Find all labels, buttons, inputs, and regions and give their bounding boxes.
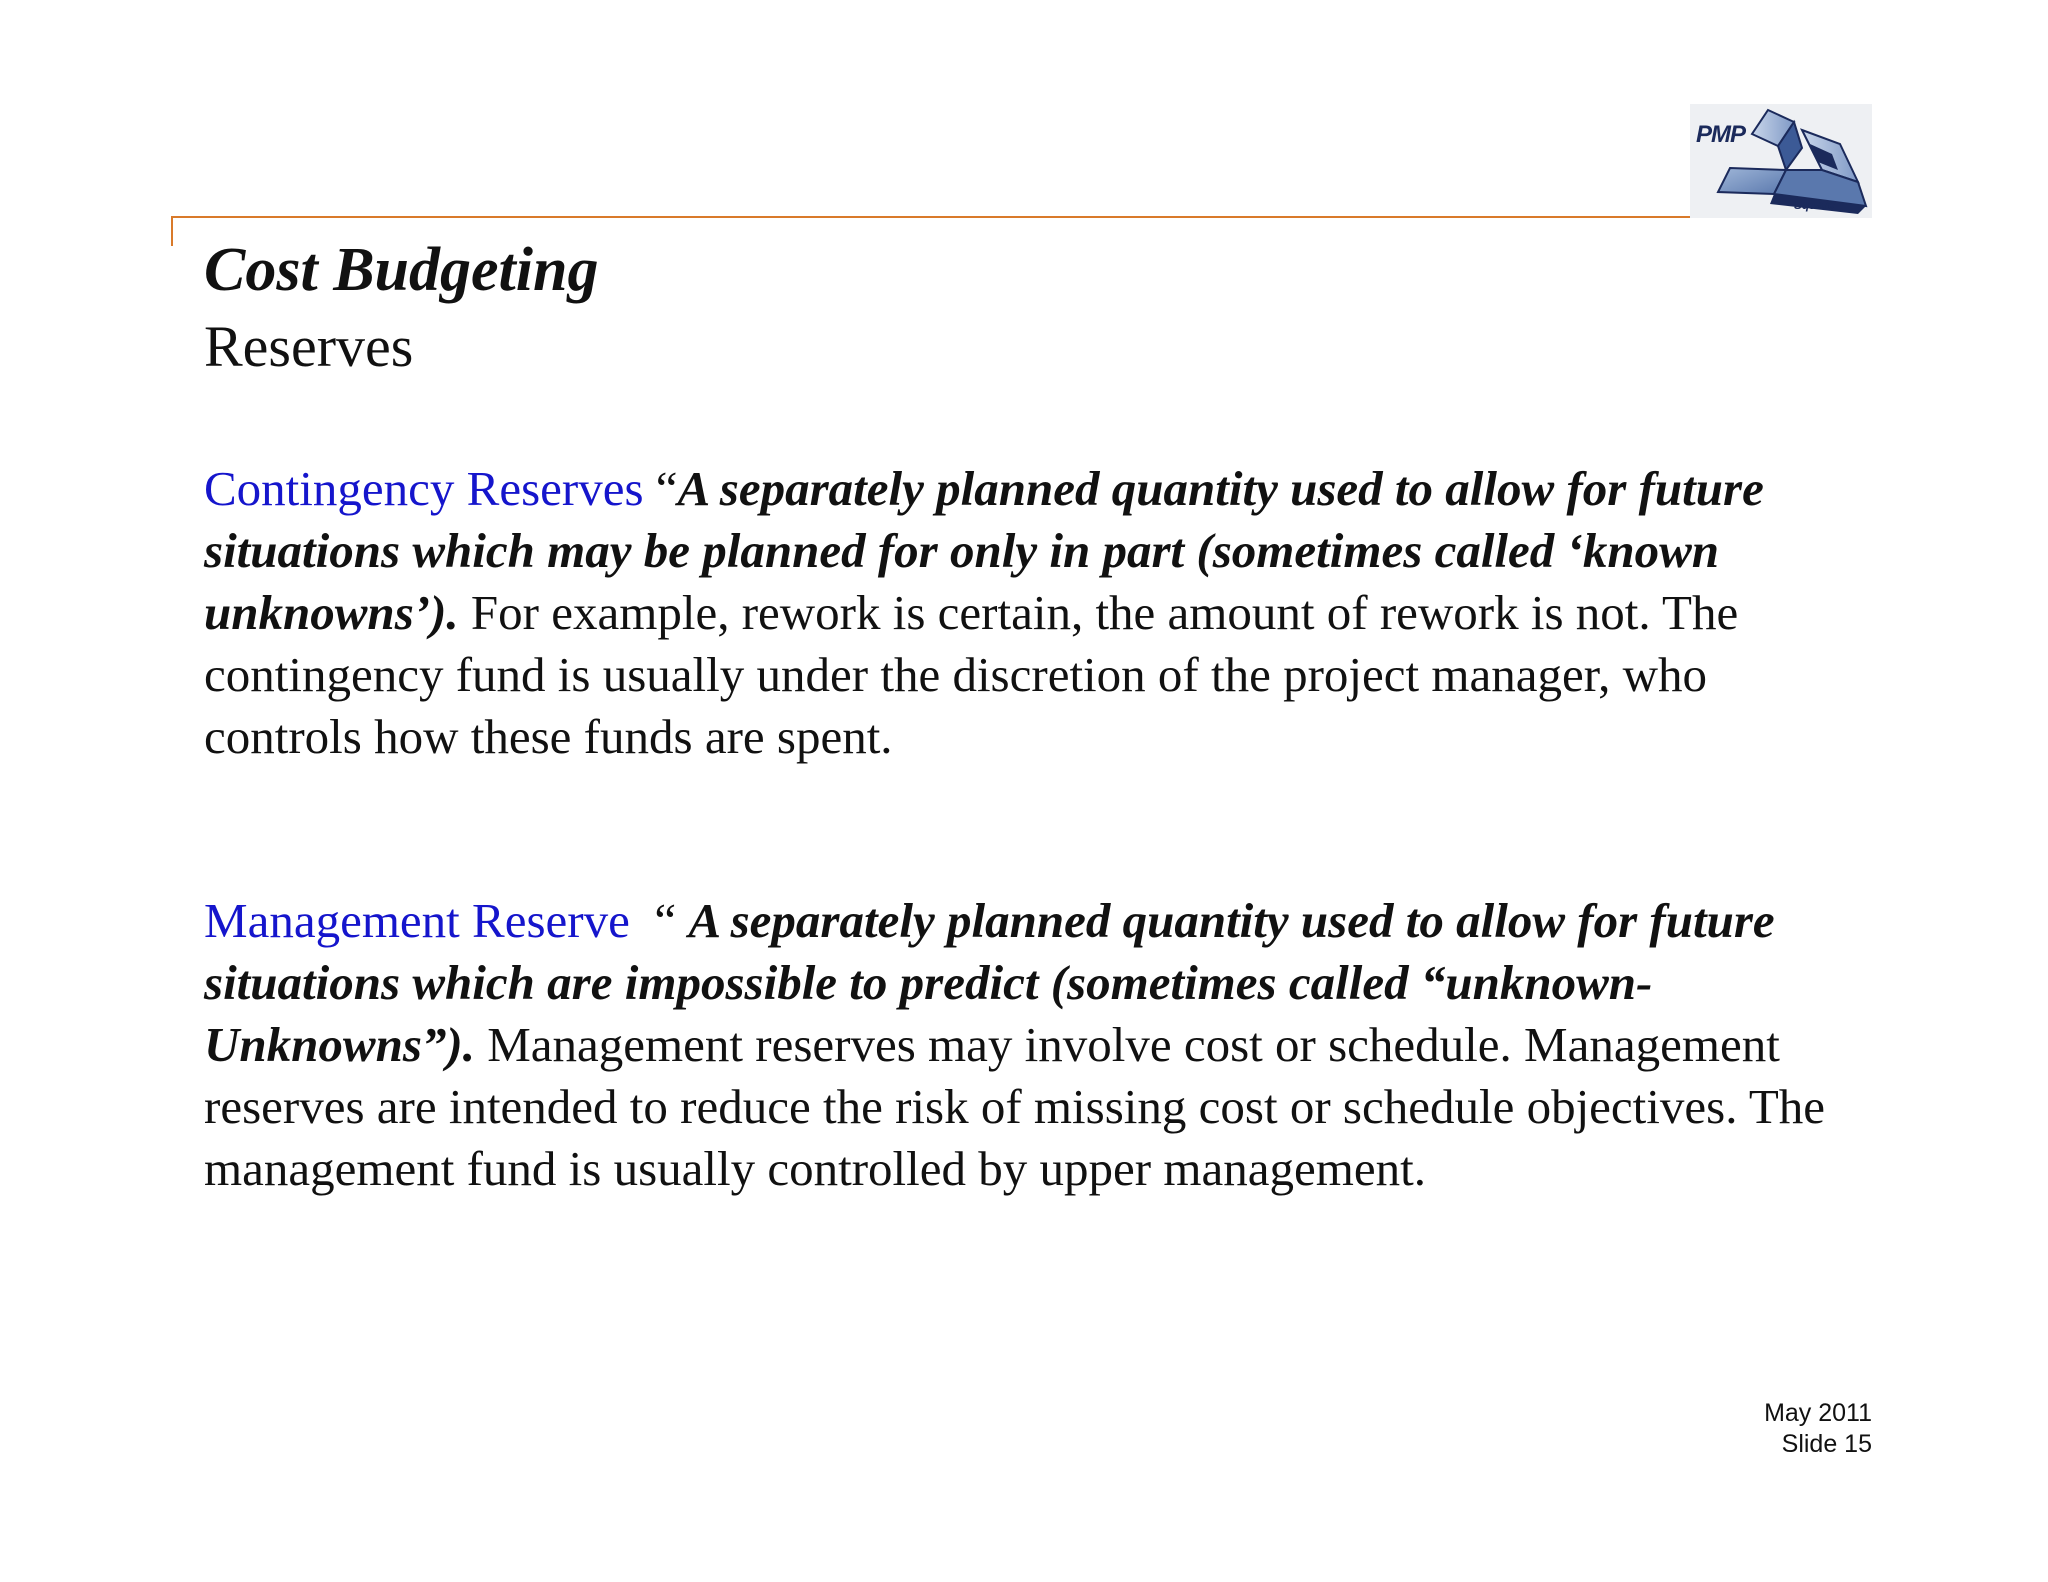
slide-title: Cost Budgeting (204, 236, 599, 304)
logo-text-pmp: PMP (1696, 121, 1746, 148)
footer-date: May 2011 (1764, 1399, 1872, 1427)
header-rule-corner (171, 216, 173, 246)
paragraph-management-reserve (204, 890, 1876, 1200)
term-contingency-reserves: Contingency Reserves (204, 461, 644, 516)
definition-management-reserve: A separately planned quantity used to allow for future situations which are impossible to predict (sometimes called “unknown-Unknowns”). (204, 893, 1775, 1072)
definition-contingency-reserves: A separately planned quantity used to allow for future situations which may be planned for only in part (sometimes called ‘known unknowns’). (204, 461, 1764, 640)
body-contingency-reserves: For example, rework is certain, the amount of rework is not. The contingency fund is usually under the discretion of the project manager, who controls how these funds are spent. (204, 585, 1739, 764)
quote-open: “ (643, 461, 678, 516)
slide-subtitle: Reserves (204, 314, 414, 379)
slide-footer (1764, 1398, 1872, 1460)
footer-slide-number: Slide 15 (1781, 1430, 1872, 1458)
logo-text-square: Square (1794, 198, 1835, 212)
term-management-reserve: Management Reserve (204, 893, 630, 948)
quote-open: “ (629, 893, 689, 948)
pmp-square-logo (1690, 104, 1872, 218)
paragraph-contingency-reserves (204, 458, 1876, 768)
header-rule (171, 216, 1851, 218)
body-management-reserve: Management reserves may involve cost or schedule. Management reserves are intended to reduce the risk of missing cost or schedule objectives. The management fund is usually controlled by upper management. (204, 1017, 1826, 1196)
